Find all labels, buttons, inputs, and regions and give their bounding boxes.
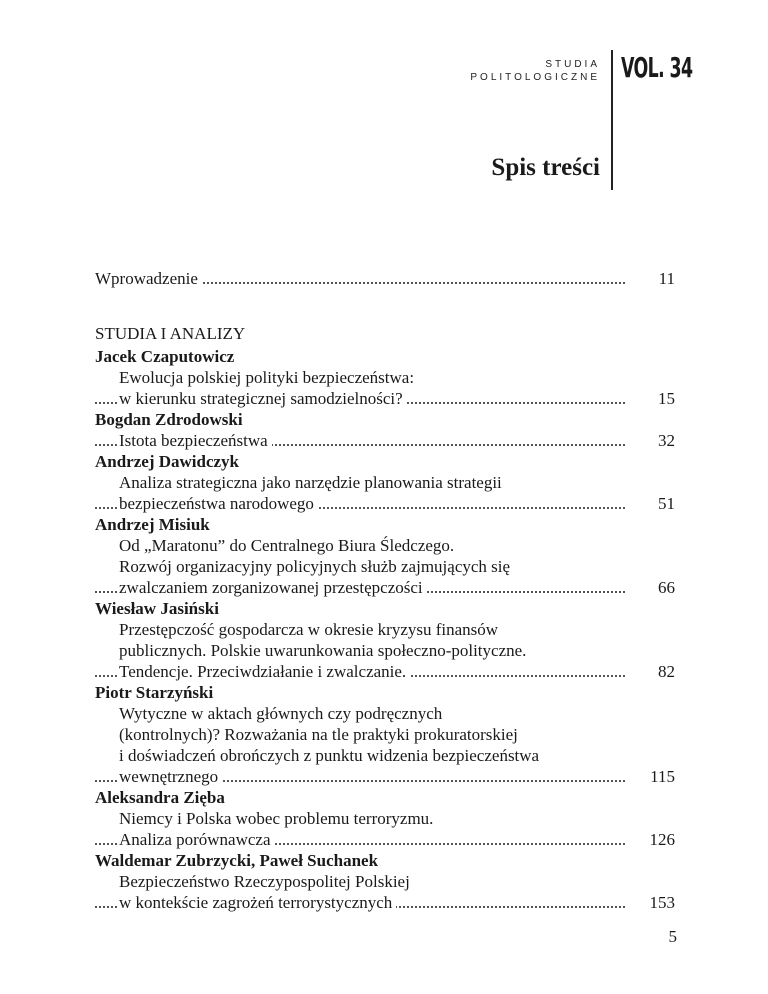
- toc-title-line: [95, 577, 675, 598]
- toc-author: Andrzej Dawidczyk: [95, 452, 240, 471]
- toc-title-line: [95, 556, 675, 577]
- toc-title-text: w kontekście zagrożeń terrorystycznych: [119, 893, 396, 912]
- page-folio: 5: [668, 927, 677, 946]
- header-divider: [611, 50, 613, 190]
- toc-title-line: [95, 619, 675, 640]
- toc-title-line: [95, 871, 675, 892]
- journal-name: [470, 58, 600, 84]
- toc-title-text: bezpieczeństwa narodowego: [119, 494, 318, 513]
- toc-author: Wiesław Jasiński: [95, 599, 219, 618]
- toc-title-text: Ewolucja polskiej polityki bezpieczeństwa:: [119, 368, 418, 387]
- toc-entry-text: Wprowadzenie: [95, 269, 202, 288]
- toc-title-text: zwalczaniem zorganizowanej przestępczości: [119, 578, 427, 597]
- toc-title-text: i doświadczeń obrończych z punktu widzenia bezpieczeństwa: [119, 746, 543, 765]
- toc-title-text: Wytyczne w aktach głównych czy podręcznych: [119, 704, 446, 723]
- toc-title-line: [95, 724, 675, 745]
- toc-title-line: [95, 766, 675, 787]
- toc-page-number: 11: [633, 268, 675, 289]
- volume-label: VOL. 34: [621, 51, 693, 84]
- toc-page-number: 115: [633, 766, 675, 787]
- section-spacer: [95, 289, 675, 322]
- toc-title-line: [95, 430, 675, 451]
- toc-title-line: [95, 661, 675, 682]
- toc-title-line: [95, 829, 675, 850]
- toc-title-text: Niemcy i Polska wobec problemu terroryzmu.: [119, 809, 437, 828]
- page-title: Spis treści: [491, 154, 600, 181]
- toc-title-text: w kierunku strategicznej samodzielności?: [119, 389, 407, 408]
- toc-page-number: 66: [633, 577, 675, 598]
- toc-title-text: Od „Maratonu” do Centralnego Biura Śledczego.: [119, 536, 458, 555]
- toc-title-line: [95, 640, 675, 661]
- toc-title-line: [95, 388, 675, 409]
- toc-title-line: [95, 745, 675, 766]
- journal-name-line1: STUDIA: [545, 59, 600, 70]
- toc-title-text: Rozwój organizacyjny policyjnych służb zajmujących się: [119, 557, 514, 576]
- toc-title-text: Istota bezpieczeństwa: [119, 431, 272, 450]
- toc-author: Bogdan Zdrodowski: [95, 410, 243, 429]
- toc-page-number: 82: [633, 661, 675, 682]
- toc-author: Aleksandra Zięba: [95, 788, 225, 807]
- toc-title-line: [95, 808, 675, 829]
- toc-author: Jacek Czaputowicz: [95, 347, 235, 366]
- toc-title-text: Bezpieczeństwo Rzeczypospolitej Polskiej: [119, 872, 414, 891]
- toc-title-text: (kontrolnych)? Rozważania na tle praktyki prokuratorskiej: [119, 725, 522, 744]
- toc-title-text: Tendencje. Przeciwdziałanie i zwalczanie.: [119, 662, 410, 681]
- toc-title-line: [95, 493, 675, 514]
- section-heading: STUDIA I ANALIZY: [95, 324, 246, 343]
- toc-page-number: 51: [633, 493, 675, 514]
- toc-page-number: 15: [633, 388, 675, 409]
- table-of-contents: [95, 268, 675, 913]
- toc-title-line: [95, 892, 675, 913]
- toc-title-text: publicznych. Polskie uwarunkowania społeczno-polityczne.: [119, 641, 530, 660]
- journal-name-line2: POLITOLOGICZNE: [470, 72, 600, 83]
- toc-title-text: Przestępczość gospodarcza w okresie kryzysu finansów: [119, 620, 502, 639]
- toc-title-line: [95, 703, 675, 724]
- toc-page-number: 153: [633, 892, 675, 913]
- toc-title-line: [95, 535, 675, 556]
- toc-title-line: [95, 472, 675, 493]
- toc-entry-intro: [95, 268, 675, 289]
- toc-author: Piotr Starzyński: [95, 683, 214, 702]
- toc-author: Andrzej Misiuk: [95, 515, 210, 534]
- toc-author: Waldemar Zubrzycki, Paweł Suchanek: [95, 851, 379, 870]
- toc-title-text: Analiza porównawcza: [119, 830, 275, 849]
- toc-page-number: 126: [633, 829, 675, 850]
- toc-page-number: 32: [633, 430, 675, 451]
- toc-title-text: wewnętrznego: [119, 767, 222, 786]
- toc-title-line: [95, 367, 675, 388]
- toc-title-text: Analiza strategiczna jako narzędzie planowania strategii: [119, 473, 506, 492]
